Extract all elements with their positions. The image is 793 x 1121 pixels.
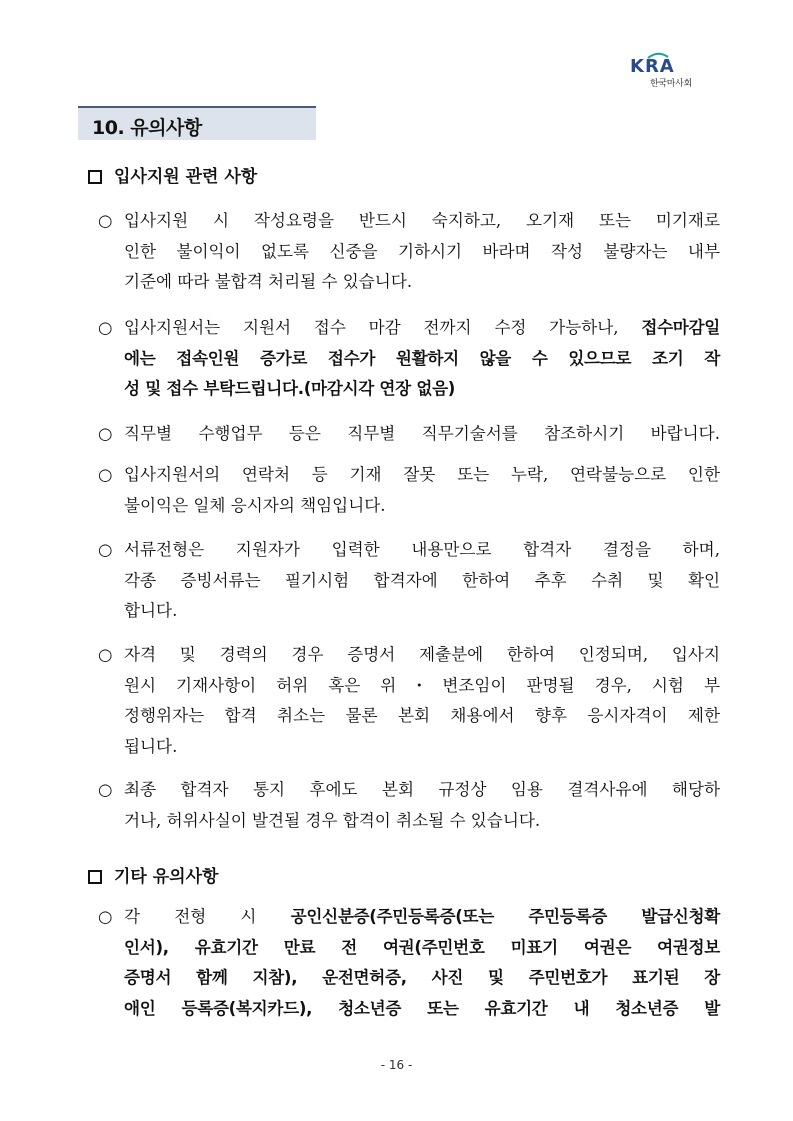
- section-title: 10. 유의사항: [92, 117, 202, 139]
- item-line: [98, 313, 720, 344]
- item-line: 원시 기재사항이 허위 혹은 위・변조임이 판명될 경우, 시험 부: [124, 675, 720, 695]
- list-item: [98, 460, 720, 521]
- item-line-bold: 에는 접속인원 증가로 접수가 원활하지 않을 수 있으므로 조기 작: [124, 348, 720, 368]
- kra-logo-mark: [628, 52, 684, 74]
- item-line: 합니다.: [124, 601, 178, 620]
- bullet-icon: ○: [98, 424, 113, 443]
- item-line-bold: 애인 등록증(복지카드), 청소년증 또는 유효기간 내 청소년증 발: [124, 998, 720, 1018]
- item-line-bold: 인서), 유효기간 만료 전 여권(주민번호 미표기 여권은 여권정보: [124, 937, 720, 957]
- bullet-icon: ○: [98, 465, 113, 484]
- item-line: 인한 불이익이 없도록 신중을 기하시기 바라며 작성 불량자는 내부: [124, 241, 720, 261]
- logo-subtitle: 한국마사회: [650, 79, 692, 89]
- checkbox-icon: [88, 170, 102, 184]
- kra-logo: [628, 52, 708, 92]
- list-item: [98, 535, 720, 627]
- list-item: [98, 313, 720, 405]
- item-line: 입사지원 시 작성요령을 반드시 숙지하고, 오기재 또는 미기재로: [124, 211, 720, 230]
- page-number: - 16 -: [380, 1058, 413, 1072]
- group2-heading-text: 기타 유의사항: [114, 867, 219, 887]
- item-text-bold: 공인신분증(주민등록증(또는 주민등록증 발급신청확: [290, 907, 720, 926]
- list-item: [98, 775, 720, 836]
- item-line: 입사지원서의 연락처 등 기재 잘못 또는 누락, 연락불능으로 인한: [124, 465, 720, 484]
- bullet-icon: ○: [98, 907, 113, 926]
- list-item: [98, 419, 720, 450]
- section-title-box: [78, 106, 316, 140]
- bullet-icon: ○: [98, 780, 113, 799]
- item-line: [98, 902, 720, 933]
- item-line: 자격 및 경력의 경우 증명서 제출분에 한하여 인정되며, 입사지: [124, 645, 720, 664]
- item-line: 서류전형은 지원자가 입력한 내용만으로 합격자 결정을 하며,: [124, 540, 720, 559]
- item-text: 각 전형 시: [124, 907, 291, 926]
- list-item: [98, 902, 720, 1024]
- item-line: 각종 증빙서류는 필기시험 합격자에 한하여 추후 수취 및 확인: [124, 570, 720, 590]
- item-text-bold: 접수마감일: [641, 318, 720, 337]
- item-line: 최종 합격자 통지 후에도 본회 규정상 임용 결격사유에 해당하: [124, 780, 720, 799]
- group1-heading: [88, 162, 257, 188]
- item-line: 정행위자는 합격 취소는 물론 본회 채용에서 향후 응시자격이 제한: [124, 706, 720, 725]
- group1-heading-text: 입사지원 관련 사항: [114, 167, 258, 187]
- bullet-icon: ○: [98, 318, 113, 337]
- list-item: [98, 640, 720, 762]
- item-line: 직무별 수행업무 등은 직무별 직무기술서를 참조하시기 바랍니다.: [124, 424, 720, 443]
- list-item: [98, 206, 720, 298]
- bullet-icon: ○: [98, 645, 113, 664]
- item-line-bold: 증명서 함께 지참), 운전면허증, 사진 및 주민번호가 표기된 장: [124, 968, 720, 987]
- item-line: 기준에 따라 불합격 처리될 수 있습니다.: [124, 272, 413, 291]
- item-text: 입사지원서는 지원서 접수 마감 전까지 수정 가능하나,: [124, 318, 642, 337]
- item-line: 거나, 허위사실이 발견될 경우 합격이 취소될 수 있습니다.: [124, 810, 541, 830]
- group2-heading: [88, 862, 218, 888]
- checkbox-icon: [88, 870, 102, 884]
- item-line: 불이익은 일체 응시자의 책임입니다.: [124, 495, 386, 515]
- logo-mark-text: KRA: [630, 56, 675, 74]
- bullet-icon: ○: [98, 211, 113, 230]
- bullet-icon: ○: [98, 540, 113, 559]
- item-line-bold: 성 및 접수 부탁드립니다.(마감시각 연장 없음): [124, 379, 456, 398]
- item-line: 됩니다.: [124, 736, 178, 756]
